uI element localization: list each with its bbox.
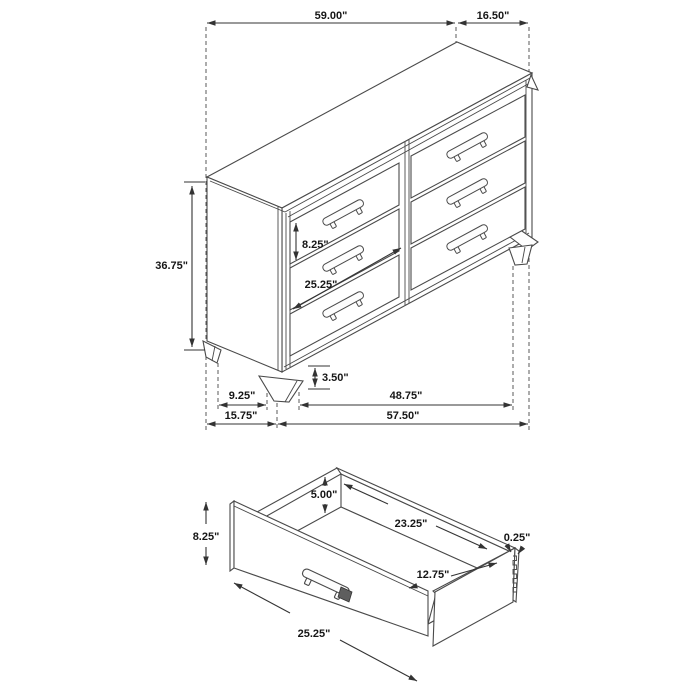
dim-label-drawer-front-height: 8.25" [302, 239, 329, 251]
dim-label-interior-depth: 12.75" [416, 569, 450, 581]
dim-label-interior-width: 23.25" [394, 518, 428, 530]
drawer-view [193, 468, 531, 681]
dim-line-front-width [340, 640, 417, 681]
dim-label-foot-span: 48.75" [389, 390, 423, 402]
dim-label-base-width: 57.50" [386, 410, 420, 422]
dim-label-depth: 16.50" [476, 10, 510, 22]
dim-label-front-height: 8.25" [192, 531, 220, 543]
drawer-front-panel-edge [230, 501, 234, 571]
dim-label-foot-height: 3.50" [322, 372, 349, 384]
dim-label-interior-height: 5.00" [310, 489, 338, 501]
dim-label-foot-inset: 9.25" [228, 390, 256, 402]
dim-label-overall-height: 36.75" [155, 260, 188, 272]
dim-label-front-width: 25.25" [297, 628, 331, 640]
dresser-foot [259, 376, 303, 402]
dim-label-side-thickness: 0.25" [503, 532, 531, 544]
dim-label-overall-width: 59.00" [314, 10, 348, 22]
dresser-view [155, 10, 538, 431]
dim-line-front-width [234, 583, 290, 613]
dim-label-base-depth: 15.75" [224, 410, 258, 422]
dim-label-drawer-front-width: 25.25" [304, 279, 338, 291]
